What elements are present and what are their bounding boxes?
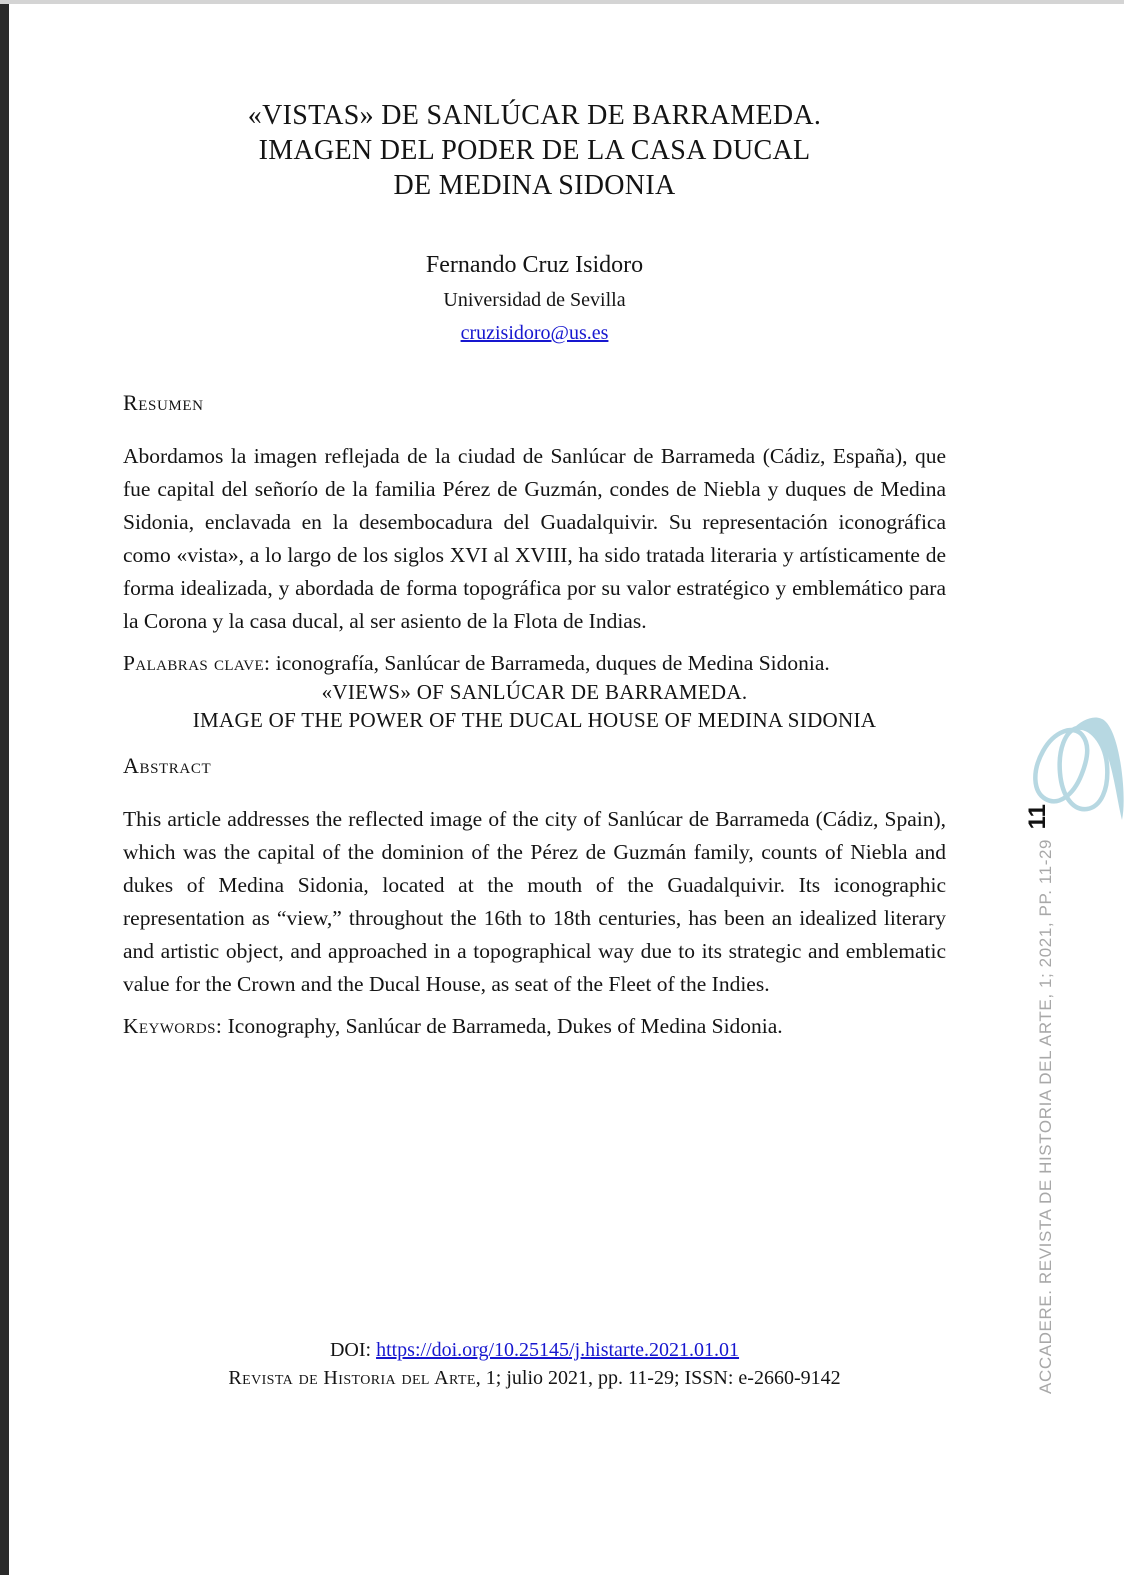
title-line: IMAGE OF THE POWER OF THE DUCAL HOUSE OF MEDINA SIDONIA <box>192 708 877 732</box>
abstract-body: This article addresses the reflected image of the city of Sanlúcar de Barrameda (Cádiz, Spain), which was the capital of the dominion of the Pérez de Guzmán family, counts of Niebla and dukes of Medina Sidonia, located at the mouth of the Guadalquivir. Its iconographic representation as “view,” throughout the 16th to 18th centuries, has been an idealized literary and artistic object, and approached in a topographical way due to its strategic and emblematic value for the Crown and the Ducal House, as seat of the Fleet of the Indies. <box>123 807 946 996</box>
running-title-vertical: ACCADERE. REVISTA DE HISTORIA DEL ARTE, 1; 2021, PP. 11-29 <box>1036 838 1055 1394</box>
keywords-line <box>123 1010 946 1043</box>
keywords-text: Iconography, Sanlúcar de Barrameda, Dukes of Medina Sidonia. <box>222 1014 783 1038</box>
palabras-clave-line <box>123 647 946 680</box>
journal-name: Revista de Historia del Arte <box>228 1367 476 1389</box>
article-title-english <box>123 678 946 734</box>
title-line: «VIEWS» OF SANLÚCAR DE BARRAMEDA. <box>321 680 748 704</box>
doi-link[interactable]: https://doi.org/10.25145/j.histarte.2021.01.01 <box>376 1339 740 1361</box>
article-footer <box>123 1336 946 1392</box>
article-title-spanish <box>123 98 946 203</box>
doi-label: DOI: <box>329 1339 377 1361</box>
author-email-link[interactable]: cruzisidoro@us.es <box>460 322 609 344</box>
resumen-heading: Resumen <box>123 390 204 415</box>
palabras-clave-label: Palabras clave: <box>123 651 271 675</box>
doi-line <box>123 1336 946 1364</box>
abstract-heading: Abstract <box>123 753 212 778</box>
author-affiliation: Universidad de Sevilla <box>443 289 626 311</box>
journal-citation-rest: , 1; julio 2021, pp. 11-29; ISSN: e-2660-9142 <box>475 1367 841 1389</box>
journal-citation-line <box>123 1364 946 1392</box>
title-line: IMAGEN DEL PODER DE LA CASA DUCAL <box>258 135 811 166</box>
viewer-top-edge <box>0 0 1124 4</box>
palabras-clave-text: iconografía, Sanlúcar de Barrameda, duques de Medina Sidonia. <box>270 651 830 675</box>
viewer-left-edge <box>0 4 9 1575</box>
author-email-line <box>123 320 946 346</box>
author-name: Fernando Cruz Isidoro <box>425 252 644 278</box>
keywords-label: Keywords: <box>123 1014 223 1038</box>
resumen-body: Abordamos la imagen reflejada de la ciudad de Sanlúcar de Barrameda (Cádiz, España), que fue capital del señorío de la familia Pérez de Guzmán, condes de Niebla y duques de Medina Sidonia, enclavada en la desembocadura del Guadalquivir. Su representación iconográfica como «vista», a lo largo de los siglos XVI al XVIII, ha sido tratada literaria y artísticamente de forma idealizada, y abordada de forma topográfica por su valor estratégico y emblemático para la Corona y la casa ducal, al ser asiento de la Flota de Indias. <box>123 444 946 633</box>
resumen-section <box>123 390 946 680</box>
author-block <box>123 250 946 346</box>
title-line: DE MEDINA SIDONIA <box>393 170 676 201</box>
page-number: 11 <box>1024 804 1051 830</box>
abstract-section <box>123 753 946 1043</box>
title-line: «VISTAS» DE SANLÚCAR DE BARRAMEDA. <box>247 100 822 131</box>
